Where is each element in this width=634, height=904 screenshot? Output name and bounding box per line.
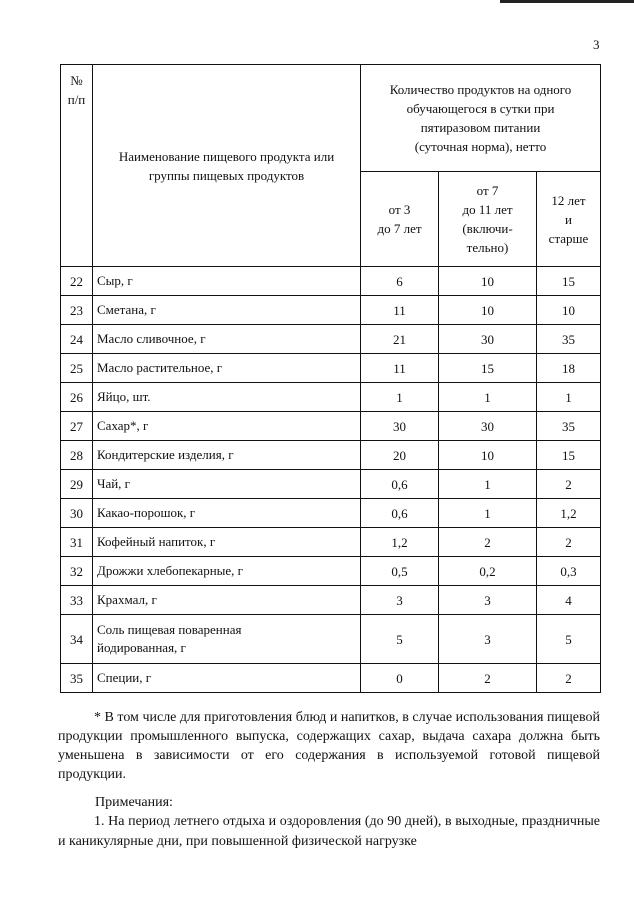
value-age-7-11: 0,2 [439,557,537,586]
product-name: Сахар*, г [93,412,361,441]
header-age-12-plus: 12 лет и старше [537,172,601,267]
row-number: 28 [61,441,93,470]
table-row [61,557,601,586]
value-age-12-plus: 1,2 [537,499,601,528]
value-age-12-plus: 0,3 [537,557,601,586]
page-number: 3 [593,37,600,52]
header-number: № п/п [61,65,93,267]
value-age-3-7: 6 [361,267,439,296]
table-row [61,441,601,470]
table-row [61,615,601,664]
table-header [61,65,601,267]
value-age-7-11: 10 [439,296,537,325]
notes-heading: Примечания: [95,795,173,810]
table-row [61,664,601,693]
value-age-7-11: 30 [439,325,537,354]
row-number: 23 [61,296,93,325]
table-row [61,499,601,528]
value-age-3-7: 1 [361,383,439,412]
value-age-3-7: 0,6 [361,470,439,499]
product-name: Специи, г [93,664,361,693]
row-number: 33 [61,586,93,615]
header-age-3-7: от 3 до 7 лет [361,172,439,267]
table-row [61,470,601,499]
value-age-7-11: 3 [439,615,537,664]
product-name: Соль пищевая поваренная йодированная, г [93,615,361,664]
value-age-7-11: 10 [439,441,537,470]
product-name: Сыр, г [93,267,361,296]
value-age-7-11: 2 [439,664,537,693]
value-age-12-plus: 15 [537,441,601,470]
row-number: 31 [61,528,93,557]
product-name: Какао-порошок, г [93,499,361,528]
product-name: Крахмал, г [93,586,361,615]
value-age-12-plus: 35 [537,412,601,441]
value-age-3-7: 1,2 [361,528,439,557]
table-body [61,267,601,693]
value-age-12-plus: 15 [537,267,601,296]
product-name: Кондитерские изделия, г [93,441,361,470]
product-name: Сметана, г [93,296,361,325]
value-age-7-11: 10 [439,267,537,296]
top-edge-line [500,0,634,3]
value-age-12-plus: 10 [537,296,601,325]
table-row [61,325,601,354]
value-age-3-7: 0,5 [361,557,439,586]
value-age-12-plus: 35 [537,325,601,354]
product-name: Кофейный напиток, г [93,528,361,557]
product-name: Масло сливочное, г [93,325,361,354]
table-row [61,586,601,615]
table-row [61,267,601,296]
product-name: Яйцо, шт. [93,383,361,412]
value-age-3-7: 11 [361,296,439,325]
product-name: Чай, г [93,470,361,499]
header-quantity: Количество продуктов на одного обучающегося в сутки при пятиразовом питании (суточная норма), нетто [361,65,601,172]
row-number: 25 [61,354,93,383]
value-age-12-plus: 1 [537,383,601,412]
value-age-3-7: 0,6 [361,499,439,528]
row-number: 35 [61,664,93,693]
value-age-7-11: 1 [439,499,537,528]
value-age-3-7: 3 [361,586,439,615]
value-age-12-plus: 2 [537,664,601,693]
row-number: 22 [61,267,93,296]
value-age-3-7: 20 [361,441,439,470]
value-age-3-7: 11 [361,354,439,383]
header-age-7-11: от 7 до 11 лет (включи- тельно) [439,172,537,267]
table-row [61,528,601,557]
value-age-7-11: 30 [439,412,537,441]
row-number: 29 [61,470,93,499]
value-age-3-7: 5 [361,615,439,664]
value-age-12-plus: 2 [537,528,601,557]
value-age-12-plus: 4 [537,586,601,615]
product-name: Дрожжи хлебопекарные, г [93,557,361,586]
row-number: 32 [61,557,93,586]
value-age-3-7: 21 [361,325,439,354]
table-row [61,296,601,325]
value-age-3-7: 30 [361,412,439,441]
row-number: 34 [61,615,93,664]
value-age-7-11: 3 [439,586,537,615]
row-number: 24 [61,325,93,354]
note-item-1: 1. На период летнего отдыха и оздоровления (до 90 дней), в выходные, праздничные и каникулярные дни, при повышенной физической нагрузке [58,814,600,849]
value-age-12-plus: 5 [537,615,601,664]
header-product-name: Наименование пищевого продукта или группы пищевых продуктов [93,65,361,267]
row-number: 30 [61,499,93,528]
row-number: 27 [61,412,93,441]
value-age-7-11: 1 [439,470,537,499]
value-age-12-plus: 18 [537,354,601,383]
value-age-7-11: 1 [439,383,537,412]
table-row [61,354,601,383]
table-row [61,383,601,412]
food-norms-table [60,64,601,693]
row-number: 26 [61,383,93,412]
table-row [61,412,601,441]
footnote-sugar: * В том числе для приготовления блюд и напитков, в случае использования пищевой продукции промышленного выпуска, содержащих сахар, выдача сахара должна быть уменьшена в зависимости от его содержания в используемой готовой пищевой продукции. [58,710,600,782]
value-age-7-11: 2 [439,528,537,557]
product-name: Масло растительное, г [93,354,361,383]
value-age-12-plus: 2 [537,470,601,499]
value-age-7-11: 15 [439,354,537,383]
value-age-3-7: 0 [361,664,439,693]
